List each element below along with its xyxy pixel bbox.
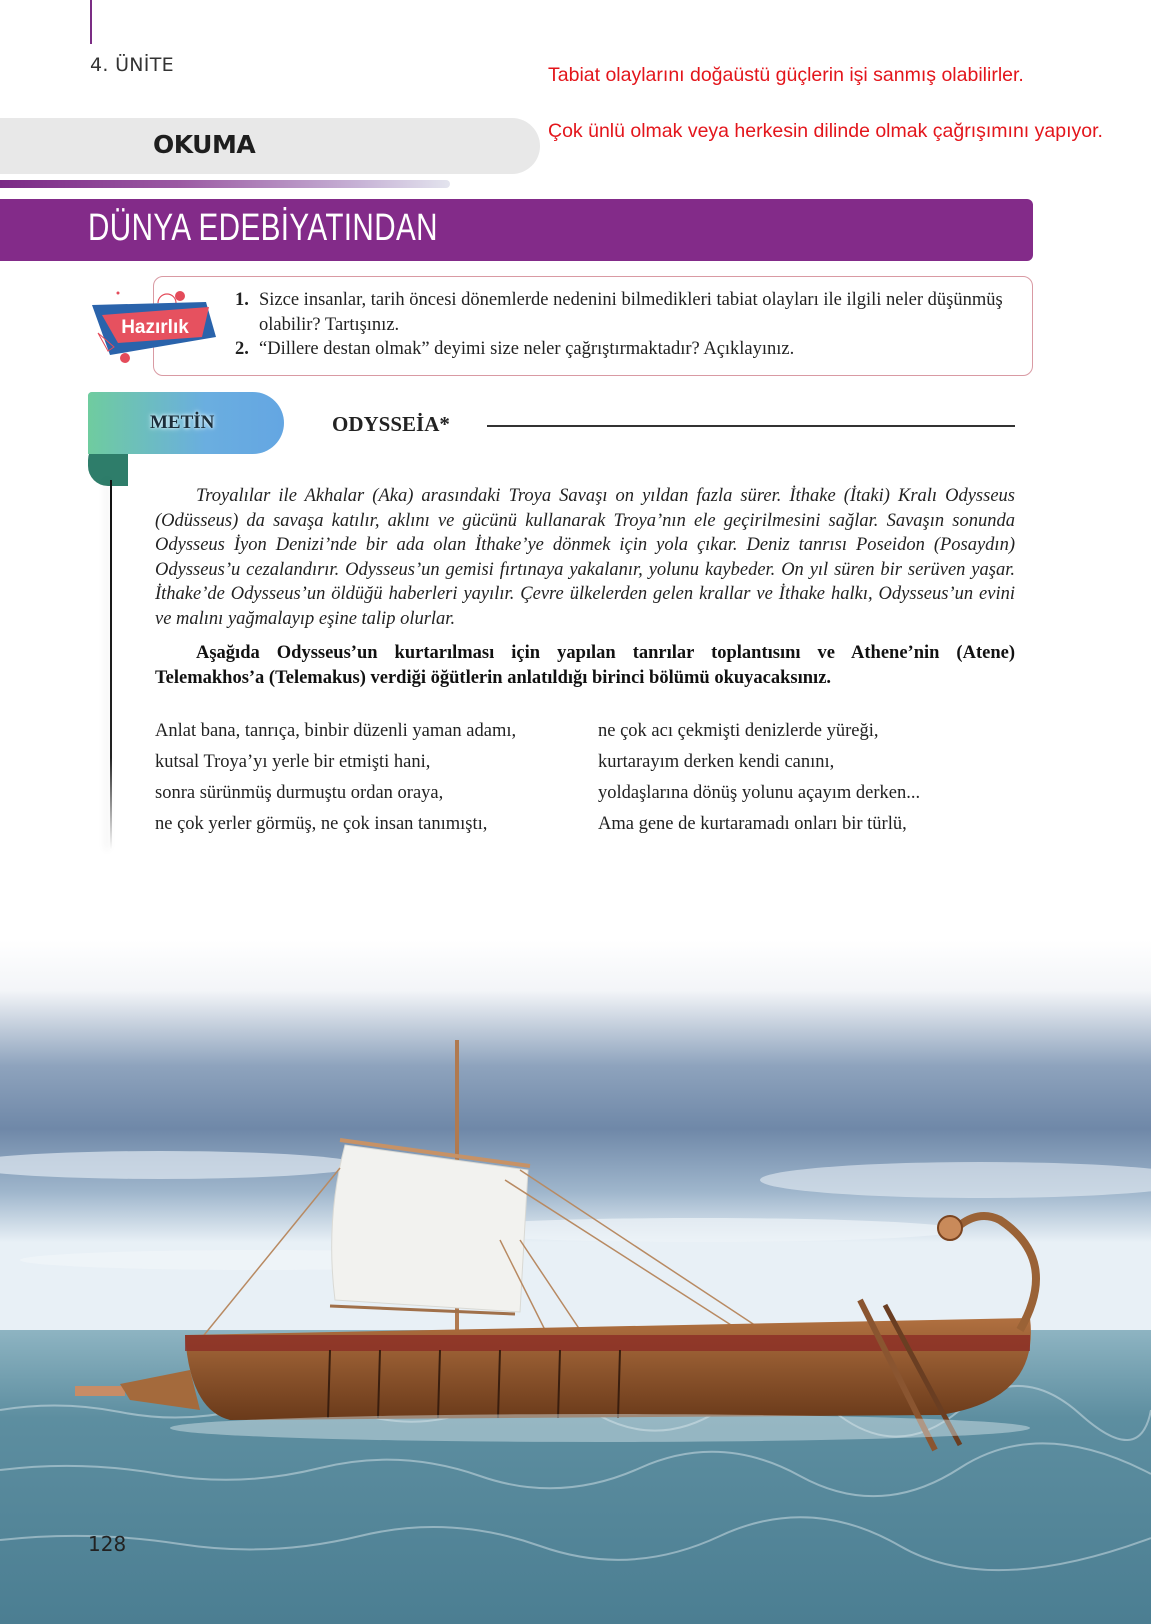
question-item xyxy=(235,337,1025,362)
section-title: DÜNYA EDEBİYATINDAN xyxy=(88,207,438,249)
question-number: 2. xyxy=(235,339,249,359)
handwritten-answer-1: Tabiat olaylarını doğaüstü güçlerin işi sanmış olabilirler. xyxy=(548,64,1024,86)
top-divider-line xyxy=(90,0,92,44)
handwritten-answer-2: Çok ünlü olmak veya herkesin dilinde olmak çağrışımını yapıyor. xyxy=(548,120,1103,142)
poem-line: Ama gene de kurtaramadı onları bir türlü, xyxy=(598,814,907,834)
poem-line: sonra sürünmüş durmuştu ordan oraya, xyxy=(155,783,444,803)
preparation-badge-icon xyxy=(88,285,223,365)
question-item xyxy=(235,288,1025,337)
ancient-ship-image xyxy=(0,940,1151,1624)
poem-line: kutsal Troya’yı yerle bir etmişti hani, xyxy=(155,752,431,772)
question-text: “Dillere destan olmak” deyimi size neler çağrıştırmaktadır? Açıklayınız. xyxy=(259,339,795,359)
page-number: 128 xyxy=(88,1532,127,1556)
poem-line: Anlat bana, tanrıça, binbir düzenli yaman adamı, xyxy=(155,721,517,741)
title-rule xyxy=(487,425,1015,427)
poem-line: ne çok acı çekmişti denizlerde yüreği, xyxy=(598,721,879,741)
text-tab-label: METİN xyxy=(150,412,215,433)
poem-line: kurtarayım derken kendi canını, xyxy=(598,752,835,772)
section-tag-label: OKUMA xyxy=(153,130,256,159)
poem-line: yoldaşlarına dönüş yolunu açayım derken... xyxy=(598,783,921,803)
poem-column-right xyxy=(598,716,920,840)
section-tag-underline xyxy=(0,180,450,188)
lead-text: Aşağıda Odysseus’un kurtarılması için yapılan tanrılar toplantısını ve Athene’nin (Atene) Telemakhos’a (Telemakus) verdiği öğütlerin anlatıldığı birinci bölümü okuyacaksınız. xyxy=(155,643,1015,688)
unit-label: 4. ÜNİTE xyxy=(90,54,174,76)
poem-line: ne çok yerler görmüş, ne çok insan tanımıştı, xyxy=(155,814,488,834)
poem-column-left xyxy=(155,716,516,840)
preparation-badge xyxy=(88,285,223,365)
lead-paragraph xyxy=(155,641,1015,691)
text-left-rule xyxy=(110,480,112,850)
preparation-questions xyxy=(235,288,1025,362)
question-text: Sizce insanlar, tarih öncesi dönemlerde nedenini bilmedikleri tabiat olayları ile ilgili neler düşünmüş olabilir? Tartışınız. xyxy=(259,290,1003,335)
ship-illustration xyxy=(0,940,1151,1624)
intro-text: Troyalılar ile Akhalar (Aka) arasındaki Troya Savaşı on yıldan fazla sürer. İthake (İtaki) Kralı Odysseus (Odüsseus) da savaşa katılır, aklını ve gücünü kullanarak Troya’nın ele geçirilmesini sağlar. Savaşın sonunda Odysseus İyon Denizi’nde bir ada olan İthake’ye dönmek için yola çıkar. Deniz tanrısı Poseidon (Posaydın) Odysseus’u cezalandırır. Odysseus’un gemisi fırtınaya yakalanır, yolunu kaybeder. On yıl süren bir serüven yaşar. İthake’de Odysseus’un öldüğü haberleri yayılır. Çevre ülkelerden gelen krallar ve İthake halkı, Odysseus’un evini ve malını yağmalayıp eşine talip olurlar. xyxy=(155,486,1015,629)
intro-paragraph xyxy=(155,484,1015,632)
section-tag-background xyxy=(0,118,540,174)
question-number: 1. xyxy=(235,290,249,310)
text-title: ODYSSEİA* xyxy=(332,412,450,436)
svg-text:Hazırlık: Hazırlık xyxy=(121,317,189,338)
